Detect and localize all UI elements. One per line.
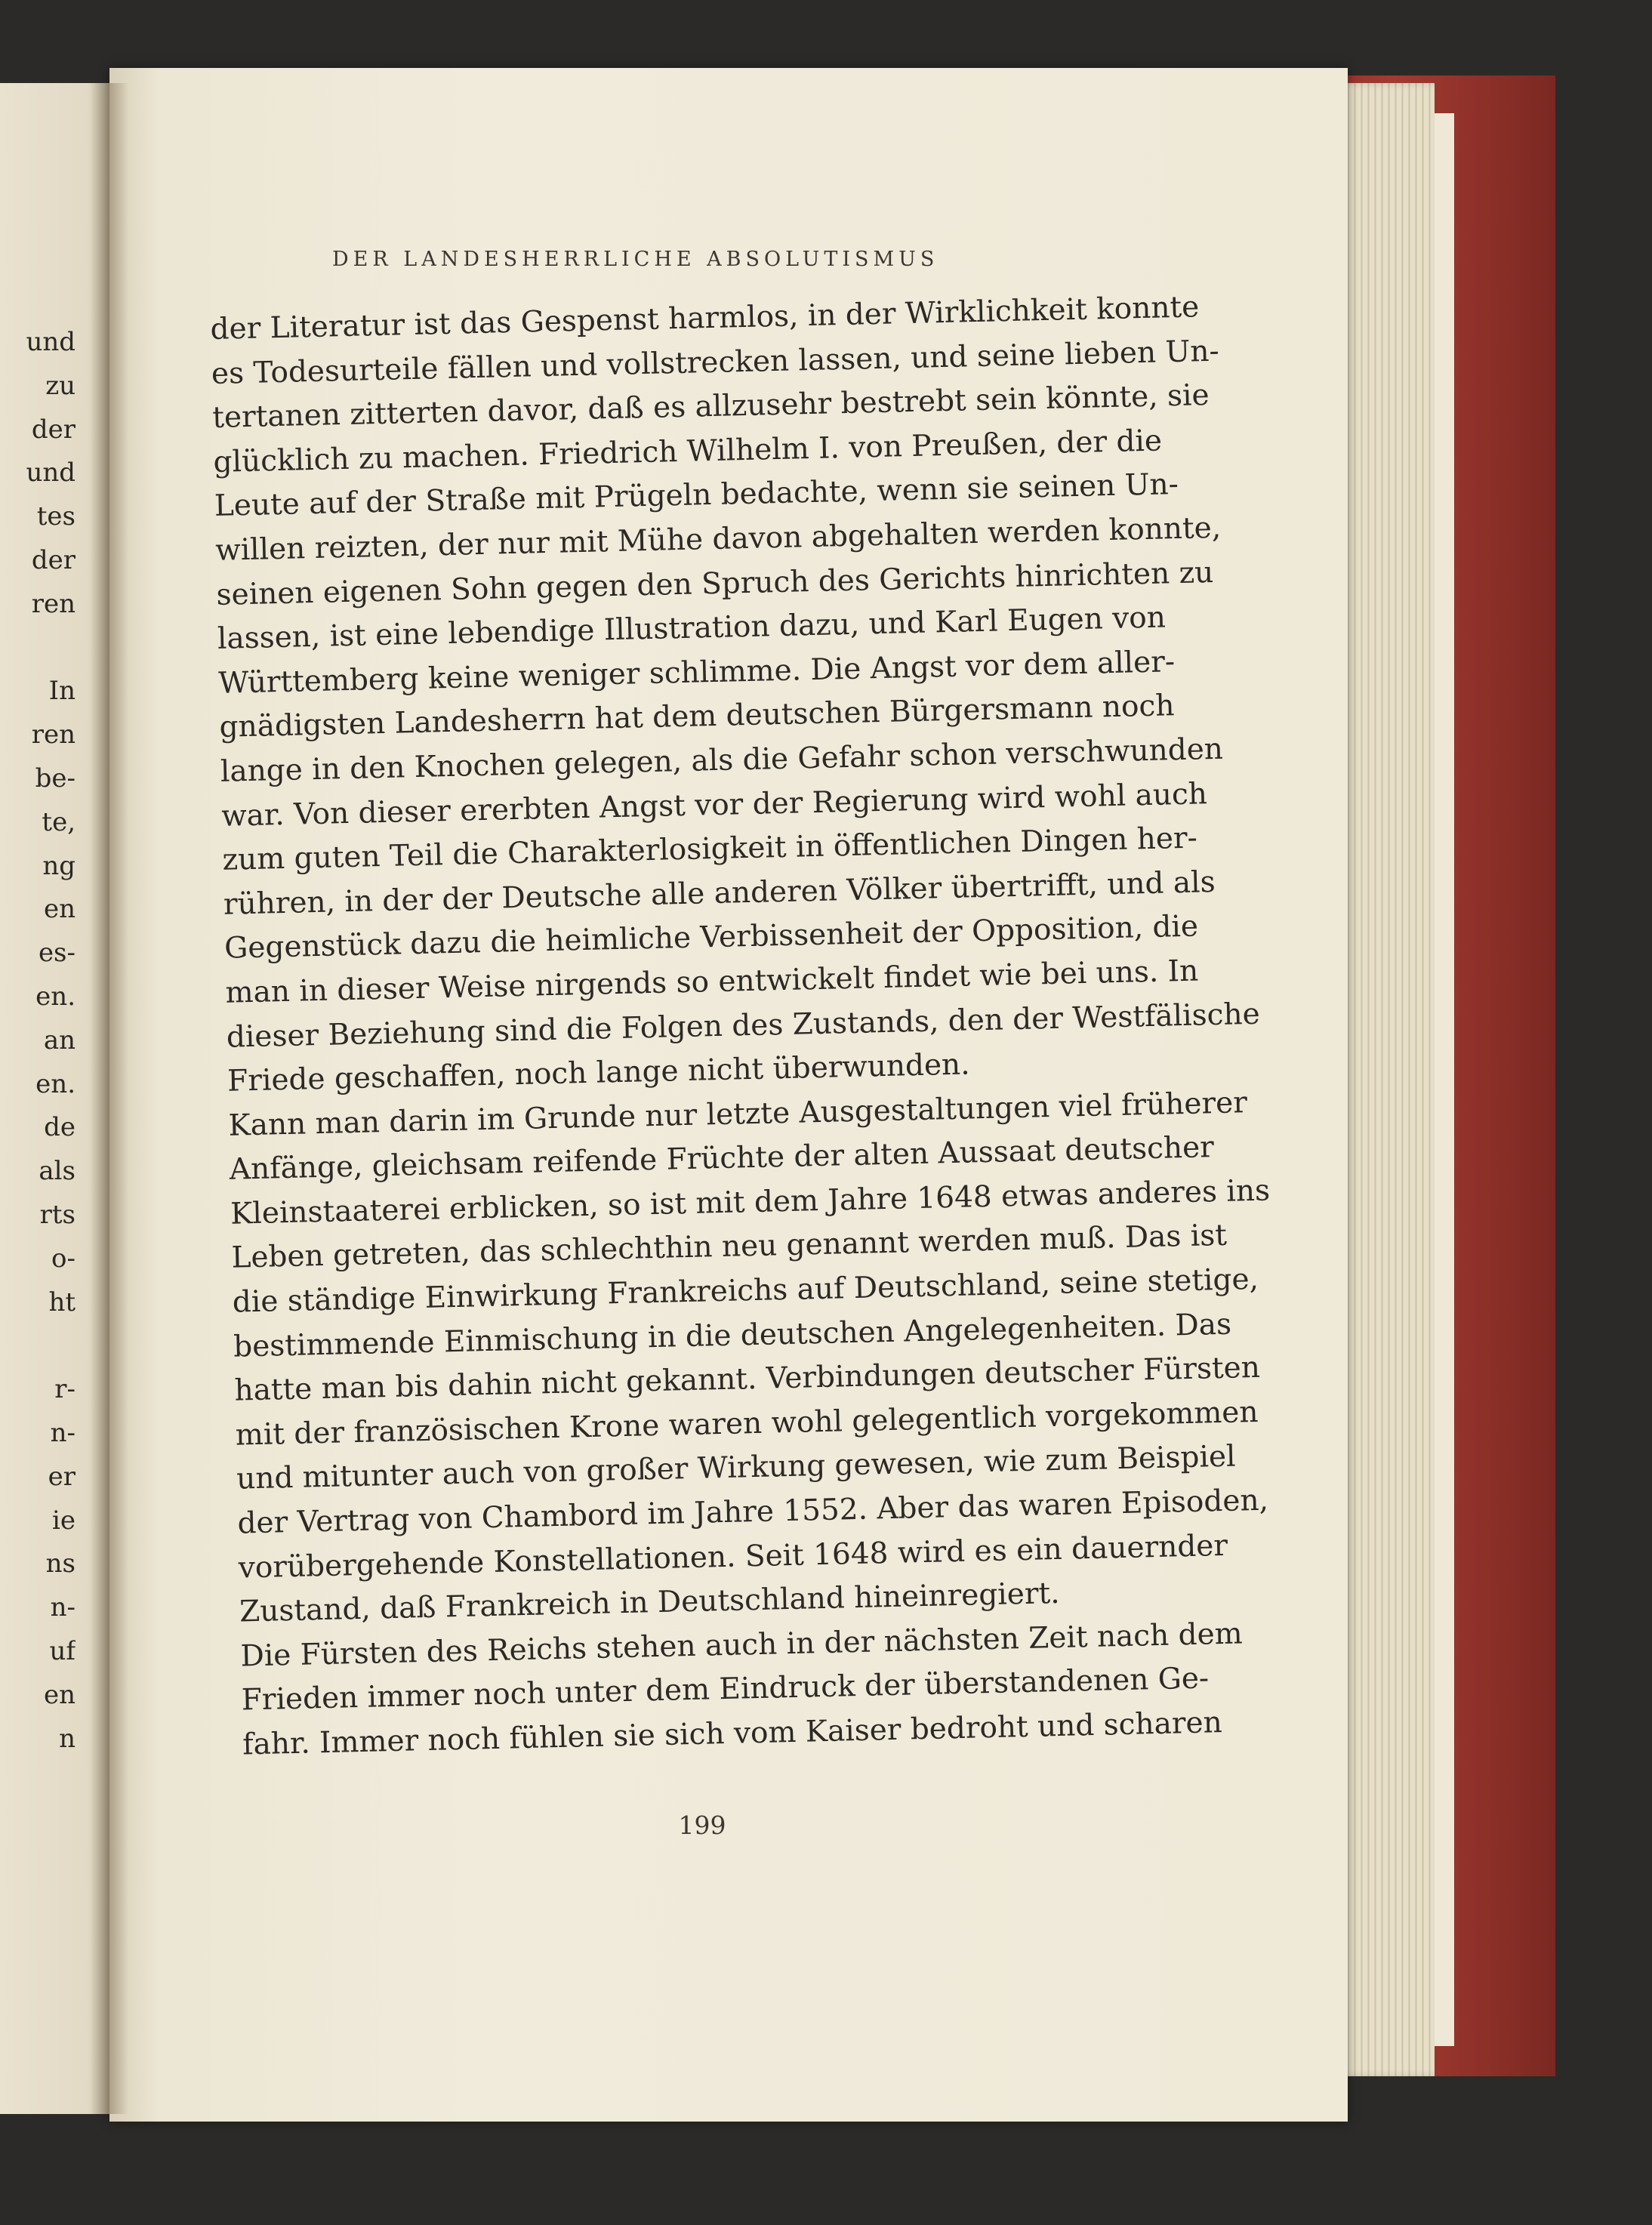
left-fragment-line: en	[43, 1679, 76, 1710]
text-line: und mitunter auch von großer Wirkung gewesen, wie zum Beispiel	[236, 1440, 1237, 1497]
left-fragment-line: ren	[31, 720, 76, 750]
text-line: Leben getreten, das schlechthin neu genannt werden muß. Das ist	[231, 1219, 1228, 1276]
text-line: hatte man bis dahin nicht gekannt. Verbindungen deutscher Fürsten	[234, 1351, 1261, 1408]
running-head: DER LANDESHERRLICHE ABSOLUTISMUS	[332, 248, 939, 271]
page-number: 199	[678, 1811, 726, 1840]
text-line: lange in den Knochen gelegen, als die Gefahr schon verschwunden	[220, 732, 1224, 789]
text-line: Kleinstaaterei erblicken, so ist mit dem Jahre 1648 etwas anderes ins	[230, 1173, 1271, 1231]
left-fragment-line: uf	[49, 1635, 76, 1666]
left-fragment-line: en	[43, 894, 76, 925]
text-line: dieser Beziehung sind die Folgen des Zustands, den der Westfälische	[226, 997, 1261, 1055]
left-fragment-line: ie	[52, 1505, 76, 1536]
text-line: willen reizten, der nur mit Mühe davon abgehalten werden konnte,	[214, 510, 1222, 568]
text-line: vorübergehende Konstellationen. Seit 1648 wird es ein dauernder	[238, 1528, 1228, 1586]
text-line: war. Von dieser ererbten Angst vor der Regierung wird wohl auch	[220, 776, 1208, 834]
left-fragment-line: und	[26, 458, 76, 488]
text-line: mit der französischen Krone waren wohl gelegentlich vorgekommen	[235, 1394, 1259, 1453]
left-fragment-line: In	[48, 676, 76, 707]
left-fragment-line: n-	[50, 1592, 76, 1623]
left-fragment-line: ht	[48, 1287, 76, 1317]
body-text	[210, 288, 1271, 1767]
text-line: tertanen zitterten davor, daß es allzusehr bestrebt sein könnte, sie	[211, 378, 1210, 436]
text-line: Frieden immer noch unter dem Eindruck der überstandenen Ge-	[241, 1661, 1210, 1718]
text-line: Friede geschaffen, noch lange nicht überwunden.	[227, 1047, 971, 1099]
text-line: zum guten Teil die Charakterlosigkeit in öffentlichen Dingen her-	[222, 821, 1198, 877]
text-line: Württemberg keine weniger schlimme. Die Angst vor dem aller-	[217, 644, 1176, 701]
left-fragment-line: an	[43, 1025, 76, 1055]
text-line: fahr. Immer noch fühlen sie sich vom Kaiser bedroht und scharen	[242, 1706, 1223, 1762]
text-line: glücklich zu machen. Friedrich Wilhelm I. von Preußen, der die	[213, 424, 1163, 479]
text-line: Anfänge, gleichsam reifende Früchte der alten Aussaat deutscher	[229, 1130, 1215, 1187]
book-gutter	[91, 83, 128, 2114]
text-line: rühren, in der der Deutsche alle anderen Völker übertrifft, und als	[223, 864, 1216, 922]
left-fragment-line: n	[59, 1723, 76, 1754]
left-page-text-fragments	[0, 321, 76, 1761]
page-edge-strip	[1435, 113, 1454, 2046]
text-line: man in dieser Weise nirgends so entwickelt findet wie bei uns. In	[225, 954, 1199, 1010]
left-fragment-line: de	[44, 1112, 76, 1143]
left-fragment-line: be-	[35, 763, 76, 794]
text-line: der Vertrag von Chambord im Jahre 1552. Aber das waren Episoden,	[237, 1483, 1269, 1541]
text-line: Gegenstück dazu die heimliche Verbissenheit der Opposition, die	[223, 909, 1199, 966]
text-line: Kann man darin im Grunde nur letzte Ausgestaltungen viel früherer	[228, 1085, 1248, 1143]
left-fragment-line: r-	[54, 1374, 76, 1405]
text-line: bestimmende Einmischung in die deutschen Angelegenheiten. Das	[233, 1307, 1232, 1364]
left-fragment-line: tes	[36, 501, 76, 532]
left-fragment-line	[0, 627, 76, 670]
left-fragment-line	[0, 1324, 76, 1368]
text-line: die ständige Einwirkung Frankreichs auf Deutschland, seine stetige,	[232, 1262, 1259, 1320]
text-line: Leute auf der Straße mit Prügeln bedachte, wenn sie seinen Un-	[214, 467, 1179, 524]
text-line: gnädigsten Landesherrn hat dem deutschen Bürgersmann noch	[219, 689, 1175, 745]
left-fragment-line: ng	[42, 850, 76, 881]
left-fragment-line: n-	[50, 1417, 76, 1448]
left-fragment-line: zu	[45, 370, 76, 401]
left-fragment-line: en.	[35, 1068, 76, 1099]
left-fragment-line: der	[31, 414, 76, 445]
text-line: Die Fürsten des Reichs stehen auch in der nächsten Zeit nach dem	[240, 1616, 1244, 1674]
left-fragment-line: es-	[38, 938, 76, 969]
text-line: Zustand, daß Frankreich in Deutschland hineinregiert.	[239, 1576, 1061, 1629]
left-fragment-line: rts	[39, 1199, 76, 1230]
left-fragment-line: te,	[42, 806, 76, 837]
text-line: lassen, ist eine lebendige Illustration dazu, und Karl Eugen von	[217, 600, 1167, 657]
left-fragment-line: er	[48, 1461, 76, 1492]
text-line: es Todesurteile fällen und vollstrecken lassen, und seine lieben Un-	[211, 334, 1220, 391]
text-line: seinen eigenen Sohn gegen den Spruch des Gerichts hinrichten zu	[216, 555, 1214, 612]
left-fragment-line: und	[26, 327, 76, 357]
text-line: der Literatur ist das Gespenst harmlos, in der Wirklichkeit konnte	[210, 290, 1200, 347]
left-fragment-line: en.	[35, 981, 76, 1012]
left-fragment-line: o-	[51, 1243, 76, 1274]
left-fragment-line: als	[39, 1156, 76, 1187]
left-fragment-line: ren	[31, 588, 76, 619]
left-fragment-line: der	[31, 544, 76, 575]
left-fragment-line: ns	[45, 1549, 76, 1579]
